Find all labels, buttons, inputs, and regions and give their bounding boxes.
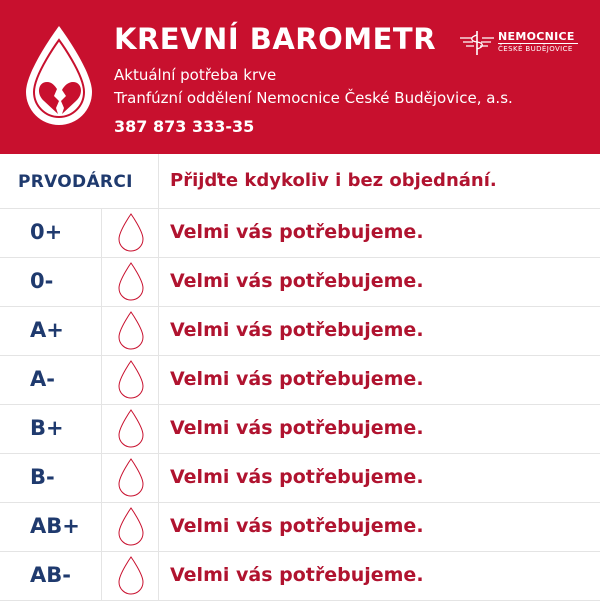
column-divider xyxy=(158,404,159,453)
hospital-logo xyxy=(458,30,578,56)
column-divider xyxy=(158,551,159,600)
blood-type-label: 0- xyxy=(30,269,54,293)
donors-label: PRVODÁRCI xyxy=(18,172,133,192)
empty-blood-drop-icon xyxy=(116,261,146,301)
column-divider xyxy=(101,306,102,355)
empty-blood-drop-icon xyxy=(116,457,146,497)
blood-type-message: Velmi vás potřebujeme. xyxy=(170,515,424,537)
blood-type-label: A+ xyxy=(30,318,64,342)
column-divider xyxy=(158,208,159,257)
caduceus-icon xyxy=(458,30,496,56)
blood-type-message: Velmi vás potřebujeme. xyxy=(170,368,424,390)
department-name: Tranfúzní oddělení Nemocnice České Budějovice, a.s. xyxy=(114,89,513,107)
logo-divider xyxy=(498,43,578,44)
empty-blood-drop-icon xyxy=(116,212,146,252)
blood-type-row xyxy=(0,404,600,454)
empty-blood-drop-icon xyxy=(116,506,146,546)
blood-type-label: AB- xyxy=(30,563,71,587)
empty-blood-drop-icon xyxy=(116,359,146,399)
column-divider xyxy=(158,355,159,404)
blood-type-label: B+ xyxy=(30,416,64,440)
empty-blood-drop-icon xyxy=(116,310,146,350)
phone-number: 387 873 333-35 xyxy=(114,117,255,136)
blood-type-label: 0+ xyxy=(30,220,63,244)
blood-type-message: Velmi vás potřebujeme. xyxy=(170,417,424,439)
logo-city: ČESKÉ BUDĚJOVICE xyxy=(498,45,573,53)
blood-type-table xyxy=(0,154,600,600)
empty-blood-drop-icon xyxy=(116,555,146,595)
column-divider xyxy=(158,154,159,208)
header-banner xyxy=(0,0,600,154)
column-divider xyxy=(101,257,102,306)
column-divider xyxy=(158,306,159,355)
column-divider xyxy=(158,257,159,306)
page-title: KREVNÍ BAROMETR xyxy=(114,22,437,56)
blood-drop-with-broken-heart-icon xyxy=(22,24,96,128)
blood-type-message: Velmi vás potřebujeme. xyxy=(170,270,424,292)
blood-type-row xyxy=(0,355,600,405)
empty-blood-drop-icon xyxy=(116,408,146,448)
column-divider xyxy=(101,551,102,600)
logo-name: NEMOCNICE xyxy=(498,30,575,43)
donors-message: Přijďte kdykoliv i bez objednání. xyxy=(170,170,497,191)
column-divider xyxy=(101,404,102,453)
blood-type-row xyxy=(0,551,600,601)
blood-type-row xyxy=(0,453,600,503)
column-divider xyxy=(101,355,102,404)
column-divider xyxy=(158,453,159,502)
blood-type-message: Velmi vás potřebujeme. xyxy=(170,466,424,488)
donors-row xyxy=(0,154,600,209)
blood-type-row xyxy=(0,306,600,356)
blood-type-message: Velmi vás potřebujeme. xyxy=(170,564,424,586)
column-divider xyxy=(101,502,102,551)
blood-type-message: Velmi vás potřebujeme. xyxy=(170,319,424,341)
blood-type-row xyxy=(0,502,600,552)
column-divider xyxy=(158,502,159,551)
blood-type-label: AB+ xyxy=(30,514,80,538)
blood-type-row xyxy=(0,208,600,258)
blood-type-row xyxy=(0,257,600,307)
blood-type-label: B- xyxy=(30,465,55,489)
subtitle: Aktuální potřeba krve xyxy=(114,66,277,84)
blood-type-message: Velmi vás potřebujeme. xyxy=(170,221,424,243)
blood-type-label: A- xyxy=(30,367,55,391)
column-divider xyxy=(101,453,102,502)
column-divider xyxy=(101,208,102,257)
